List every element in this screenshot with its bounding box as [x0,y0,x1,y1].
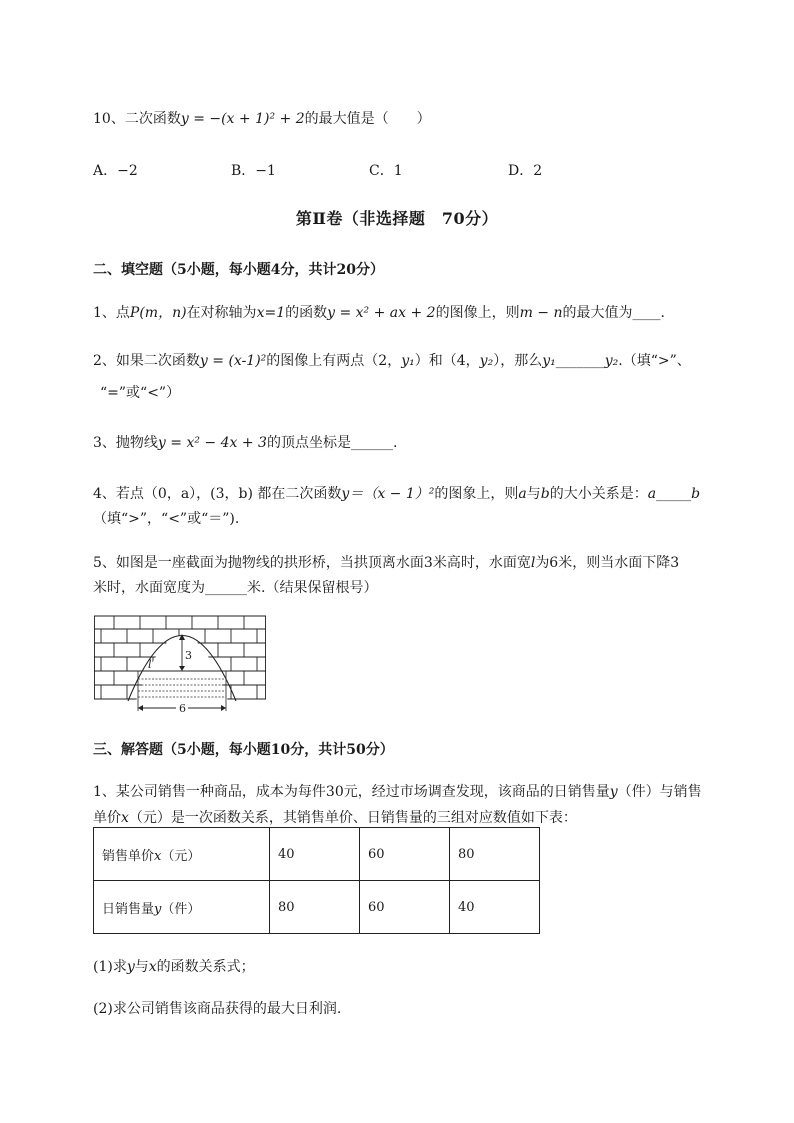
row-unit: （元） [161,848,201,864]
fill-q5-line2: 米时，水面宽度为______米.（结果保留根号） [93,580,378,596]
width-arrow-head-left [138,705,143,711]
table-cell: 40 [270,828,360,881]
fill-q5-text-a: 5、如图是一座截面为抛物线的拱形桥，当拱顶离水面3米高时，水面宽 [93,555,531,571]
brick-wall [94,616,266,699]
fill-q2-func: y = (x-1)² [199,353,267,369]
fill-q5-line1 [93,552,679,572]
solve-section-title: 三、解答题（5小题，每小题10分，共计50分） [93,742,394,758]
fill-q2-y2: y₂ [479,353,494,369]
fill-q1-text-a: 1、点 [93,305,130,321]
table-cell: 60 [360,881,450,934]
question-10 [93,108,431,128]
fill-q2-y2b: y₂ [604,353,619,369]
fill-q4-text-c: 与 [526,486,541,502]
fill-q5-l: l [530,555,536,571]
q10-formula: y = −(x + 1)² + 2 [180,111,305,127]
width-label: 6 [179,702,186,715]
fill-q3-text-b: 的顶点坐标是______. [266,435,398,451]
fill-q1-text-c: 的函数 [285,305,328,321]
l-label: l [148,658,152,671]
fill-q1-text-b: 在对称轴为 [186,305,257,321]
solve-q1-line2 [93,807,577,827]
row-var: x [154,848,162,864]
part-2-title: 第Ⅱ卷（非选择题 70分） [295,209,499,228]
table-row-price [94,828,540,881]
fill-q1-func: y = x² + ax + 2 [327,305,436,321]
fill-q5-text-b: 为6米，则当水面下降3 [535,555,680,571]
solve-q1-sub1 [93,956,255,976]
bridge-figure [94,615,266,717]
fill-q2-text-e: .（填“>”、 [618,353,691,369]
table-header-price [94,828,270,881]
fill-q4-text-b: 的图象上，则 [434,486,519,502]
fill-q2-line1 [93,350,691,370]
fill-q3-text-a: 3、抛物线 [93,435,158,451]
fill-q1 [93,302,665,322]
solve-q1-sub2: (2)求公司销售该商品获得的最大日利润. [93,1001,342,1017]
option-c: C．1 [369,163,403,179]
solve-q1-text-c: 单价 [93,810,121,826]
fill-q1-text-d: 的图像上，则 [435,305,520,321]
fill-q1-axis: x=1 [256,305,286,321]
row-var: y [154,901,162,917]
solve-q1-text-b: （件）与销售 [617,784,702,800]
row-label: 销售单价 [102,848,155,864]
fill-q2-y1b: y₁ [542,353,556,369]
fill-q4-b2: b [691,486,701,502]
price-sales-table [93,827,540,934]
fill-q2-text-c: ）和（4， [414,353,480,369]
solve-q1-text-a: 1、某公司销售一种商品，成本为每件30元，经过市场调查发现，该商品的日销售量 [93,784,610,800]
fill-q4-a2: a [647,486,657,502]
row-label: 日销售量 [102,901,155,917]
option-a: A．−2 [93,163,138,179]
fill-q2-blank: _______ [555,353,605,369]
fill-q4-line2: （填“>”，“<”或“＝”). [93,511,240,527]
water-lines [138,679,226,697]
table-row-sales [94,881,540,934]
fill-q1-text-e: 的最大值为____. [562,305,665,321]
fill-q4-func: y＝（x − 1）² [341,486,435,502]
fill-q4-blank: _____ [656,486,692,502]
fill-q2-y1: y₁ [401,353,415,369]
option-b: B．−1 [231,163,276,179]
fill-q4-a: a [518,486,527,502]
q10-prefix: 10、二次函数 [93,111,181,127]
solve-q1-x: x [121,810,129,826]
fill-q4-line1 [93,483,700,503]
height-arrow-head-down [179,666,185,671]
sub1-text-b: 与 [134,959,149,975]
fill-q2-line2: “=”或“<”） [100,385,181,401]
fill-q4-text-a: 4、若点（0，a），(3，b) 都在二次函数 [93,486,342,502]
table-cell: 40 [450,881,540,934]
fill-q2-text-a: 2、如果二次函数 [93,353,200,369]
fill-q2-text-b: 的图像上有两点（2， [266,353,402,369]
solve-q1-text-d: （元）是一次函数关系，其销售单价、日销售量的三组对应数值如下表： [128,810,577,826]
height-label: 3 [185,649,192,662]
fill-q3 [93,432,397,452]
row-unit: （件） [161,901,201,917]
fill-q1-expr: m − n [519,305,563,321]
table-header-sales [94,881,270,934]
fill-q3-func: y = x² − 4x + 3 [157,435,267,451]
table-cell: 80 [270,881,360,934]
option-d: D．2 [508,163,543,179]
width-arrow-head-right [221,705,226,711]
fill-q1-point: P(m，n) [129,305,187,321]
fill-q4-b: b [540,486,550,502]
sub1-text-a: (1)求 [93,959,127,975]
fill-q4-text-d: 的大小关系是： [549,486,648,502]
fill-section-title: 二、填空题（5小题，每小题4分，共计20分） [93,262,384,278]
table-cell: 60 [360,828,450,881]
sub1-x: x [148,959,157,975]
fill-q2-text-d: ），那么 [493,353,543,369]
height-arrow-head-up [179,634,185,640]
solve-q1-line1 [93,781,702,801]
table-cell: 80 [450,828,540,881]
sub1-y: y [126,959,135,975]
solve-q1-y: y [609,784,618,800]
q10-suffix: 的最大值是（ ） [304,111,431,127]
sub1-text-c: 的函数关系式； [156,959,255,975]
